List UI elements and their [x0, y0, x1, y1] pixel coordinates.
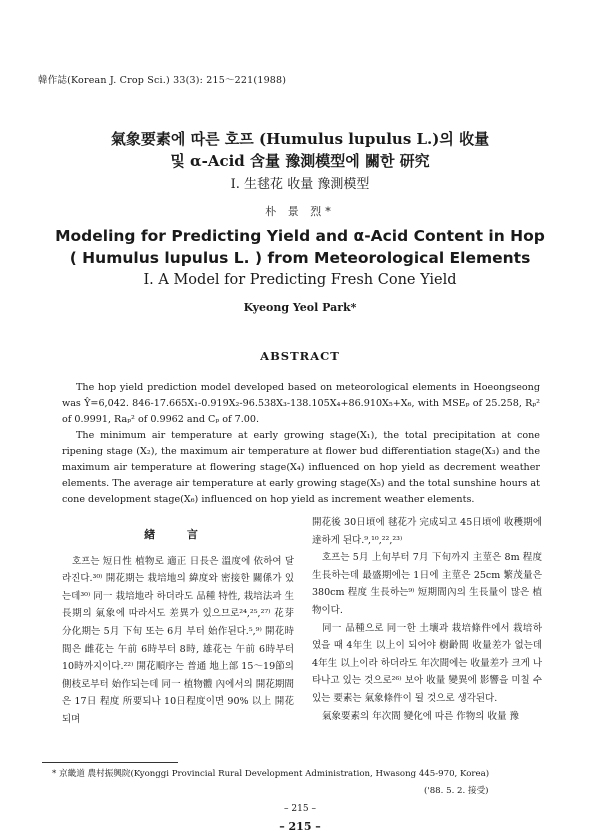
korean-title-line1: 氣象要素에 따른 호프 (Humulus lupulus L.)의 收量 [110, 130, 490, 148]
intro-heading: 緖 言 [144, 528, 212, 541]
footnote-affiliation: * 京畿道 農村振興院(Kyonggi Provincial Rural Development Administration, Hwasong 445-970, Korea) [52, 769, 490, 779]
intro-right-paragraph-1: 호프는 5月 上旬부터 7月 下旬까지 主莖은 8m 程度 生長하는데 最盛期에는 1日에 主莖은 25cm 繁茂量은 380cm 程度 生長하는⁹⁾ 短期間內의 生長量이 많은 植物이다. [312, 552, 542, 616]
korean-title-line2: 및 α-Acid 含量 豫測模型에 關한 研究 [170, 152, 430, 170]
english-subtitle: I. A Model for Predicting Fresh Cone Yield [143, 272, 457, 288]
intro-left-paragraph: 호프는 短日性 植物로 適正 日長은 溫度에 依하여 달라진다.³⁰⁾ 開花期는 栽培地의 緯度와 密接한 關係가 있는데³⁰⁾ 同一 栽培地라 하더라도 品種 特性, 栽培法과 生長期의 氣象에 따라서도 差異가 있으므로²⁴,²⁵,²⁷⁾ 花芽分化期는 5月 下旬 또는 6月 부터 始作된다.⁵,⁹⁾ 開花時間은 雌花는 午前 6時부터 8時, 雄花는 午前 6時부터 10時까지이다.²²⁾ 開花順序는 普通 地上部 15～19節의 側枝로부터 始作되는데 同一 植物體 內에서의 開花期間은 17日 程度 所要되나 10日程度이면 90% 以上 開花되며 [62, 555, 294, 725]
english-author: Kyeong Yeol Park* [243, 301, 357, 314]
page-number-small: – 215 – [284, 804, 316, 814]
abstract-heading: ABSTRACT [260, 349, 340, 363]
korean-author: 朴 景 烈* [265, 205, 335, 218]
journal-citation: 韓作誌(Korean J. Crop Sci.) 33(3): 215～221(1988) [38, 75, 287, 86]
footnote-received-date: ('88. 5. 2. 接受) [424, 786, 489, 796]
abstract-body [62, 380, 540, 508]
intro-left-column [62, 528, 294, 729]
abstract-paragraph-1: The hop yield prediction model developed based on meteorological elements in Hoeongseong was Ŷ=6,042. 846-17.665X₁-0.919X₂-96.538X₃-138.105X₄+86.910X₅+X₆, with MSEₚ of 25.258, Rₚ² of 0.9991, Raₚ² of 0.9962 and Cₚ of 7.00. [62, 382, 540, 425]
english-title-line1: Modeling for Predicting Yield and α-Acid Content in Hop [55, 227, 545, 245]
korean-subtitle: I. 生毬花 收量 豫測模型 [230, 177, 370, 192]
intro-right-paragraph-2: 同一 品種으로 同一한 土壤과 栽培條件에서 栽培하였을 때 4年生 以上이 되어야 樹齡間 收量差가 없는데 4年生 以上이라 하더라도 年次間에는 收量差가 크게 나타나고 있는 것으로²⁶⁾ 보아 收量 變異에 影響을 미칠 수 있는 要素는 氣象條件이 될 것으로 생각된다. [312, 622, 542, 704]
footnote-divider [42, 762, 178, 763]
intro-right-column [312, 514, 542, 725]
english-title-line2: ( Humulus lupulus L. ) from Meteorological Elements [69, 249, 531, 267]
abstract-paragraph-2: The minimum air temperature at early growing stage(X₁), the total precipitation at cone ripening stage (X₂), the maximum air temperature at flower bud differentiation stage(X₃) and the maximum air temperature at flowering stage(X₄) influenced on hop yield as decrement weather elements. The average air temperature at early growing stage(X₅) and the total sunshine hours at cone development stage(X₆) influenced on hop yield as increment weather elements. [62, 430, 540, 505]
intro-right-paragraph-0: 開花後 30日頃에 毬花가 完成되고 45日頃에 收穫期에 達하게 된다.⁹,¹⁰,²²,²³⁾ [312, 517, 542, 546]
page-number: – 215 – [279, 820, 321, 833]
intro-right-paragraph-3: 氣象要素의 年次間 變化에 따른 作物의 收量 豫 [322, 710, 520, 722]
